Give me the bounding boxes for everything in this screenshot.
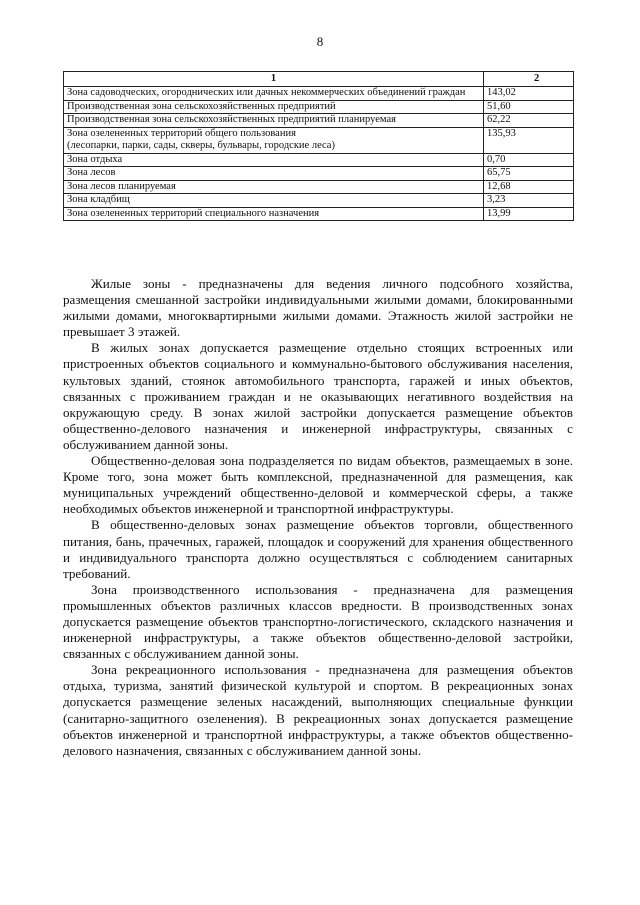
page-number: 8: [316, 34, 324, 49]
table-header-row: [64, 72, 574, 87]
table-row: [64, 167, 574, 181]
paragraph-residential-zones: Жилые зоны - предназначены для ведения личного подсобного хозяйства, размещения смешанной застройки индивидуальными жилыми домами, блокированными жилыми домами, многоквартирными жилыми домами. Этажность жилой застройки не превышает 3 этажей.: [63, 276, 573, 340]
paragraph-production-zone: Зона производственного использования - предназначена для размещения промышленных объектов различных классов вредности. В производственных зонах допускается размещение объектов транспортно-логистического, складского назначения и инженерной инфраструктуры, а также объектов общественно-деловой застройки, связанных с обслуживанием данной зоны.: [63, 581, 573, 662]
zone-area: 65,75: [484, 167, 574, 181]
table-row: [64, 194, 574, 208]
zone-area: 62,22: [484, 114, 574, 128]
column-header-2: 2: [484, 72, 574, 87]
zones-table: [63, 71, 574, 221]
table-row: [64, 207, 574, 221]
zone-area: 143,02: [484, 87, 574, 101]
zone-name: Зона садоводческих, огороднических или дачных некоммерческих объединений граждан: [64, 87, 484, 101]
zone-area: 13,99: [484, 207, 574, 221]
zone-name-line: Зона озелененных территорий общего пользования: [67, 127, 296, 139]
table-row: [64, 114, 574, 128]
zone-area: 0,70: [484, 153, 574, 167]
zone-name: Производственная зона сельскохозяйственных предприятий: [64, 100, 484, 114]
table-row: [64, 100, 574, 114]
zone-name: Зона лесов: [64, 167, 484, 181]
zone-name-line: (лесопарки, парки, сады, скверы, бульвары, городские леса): [67, 140, 335, 151]
zone-area: 135,93: [484, 127, 574, 153]
table-row: [64, 180, 574, 194]
paragraph-residential-permitted: В жилых зонах допускается размещение отдельно стоящих встроенных или пристроенных объектов социального и коммунально-бытового обслуживания населения, культовых зданий, стоянок автомобильного транспорта, гаражей и иных объектов, связанных с проживанием граждан и не оказывающих негативного воздействия на окружающую среду. В зонах жилой застройки допускается размещение объектов общественно-делового назначения и инженерной инфраструктуры, связанных с обслуживанием данной зоны.: [63, 340, 573, 452]
column-header-1: 1: [64, 72, 484, 87]
table-row: [64, 153, 574, 167]
zone-name: Зона кладбищ: [64, 194, 484, 208]
paragraph-business-zone: Общественно-деловая зона подразделяется по видам объектов, размещаемых в зоне. Кроме того, зона может быть комплексной, предназначенной для размещения, как муниципальных учреждений общественно-деловой и коммерческой сферы, а также необходимых объектов инженерной и транспортной инфраструктуры.: [63, 453, 573, 517]
paragraph-business-requirements: В общественно-деловых зонах размещение объектов торговли, общественного питания, бань, прачечных, гаражей, площадок и сооружений для хранения общественного и индивидуального транспорта должно осуществляться с соблюдением санитарных требований.: [63, 517, 573, 581]
zone-name: [64, 127, 484, 153]
body-text: [63, 276, 573, 759]
zone-area: 12,68: [484, 180, 574, 194]
zone-area: 51,60: [484, 100, 574, 114]
paragraph-recreation-zone: Зона рекреационного использования - предназначена для размещения объектов отдыха, туризма, занятий физической культурой и спортом. В рекреационных зонах допускается размещение зеленых насаждений, выполняющих специальные функции (санитарно-защитного озеленения). В рекреационных зонах допускается размещение объектов инженерной и транспортной инфраструктуры, а также объектов общественно-делового назначения, связанных с обслуживанием данной зоны.: [63, 662, 573, 758]
table-row: [64, 127, 574, 153]
zone-name: Производственная зона сельскохозяйственных предприятий планируемая: [64, 114, 484, 128]
table-row: [64, 87, 574, 101]
zone-name: Зона озелененных территорий специального назначения: [64, 207, 484, 221]
zone-name: Зона отдыха: [64, 153, 484, 167]
zone-area: 3,23: [484, 194, 574, 208]
zone-name: Зона лесов планируемая: [64, 180, 484, 194]
